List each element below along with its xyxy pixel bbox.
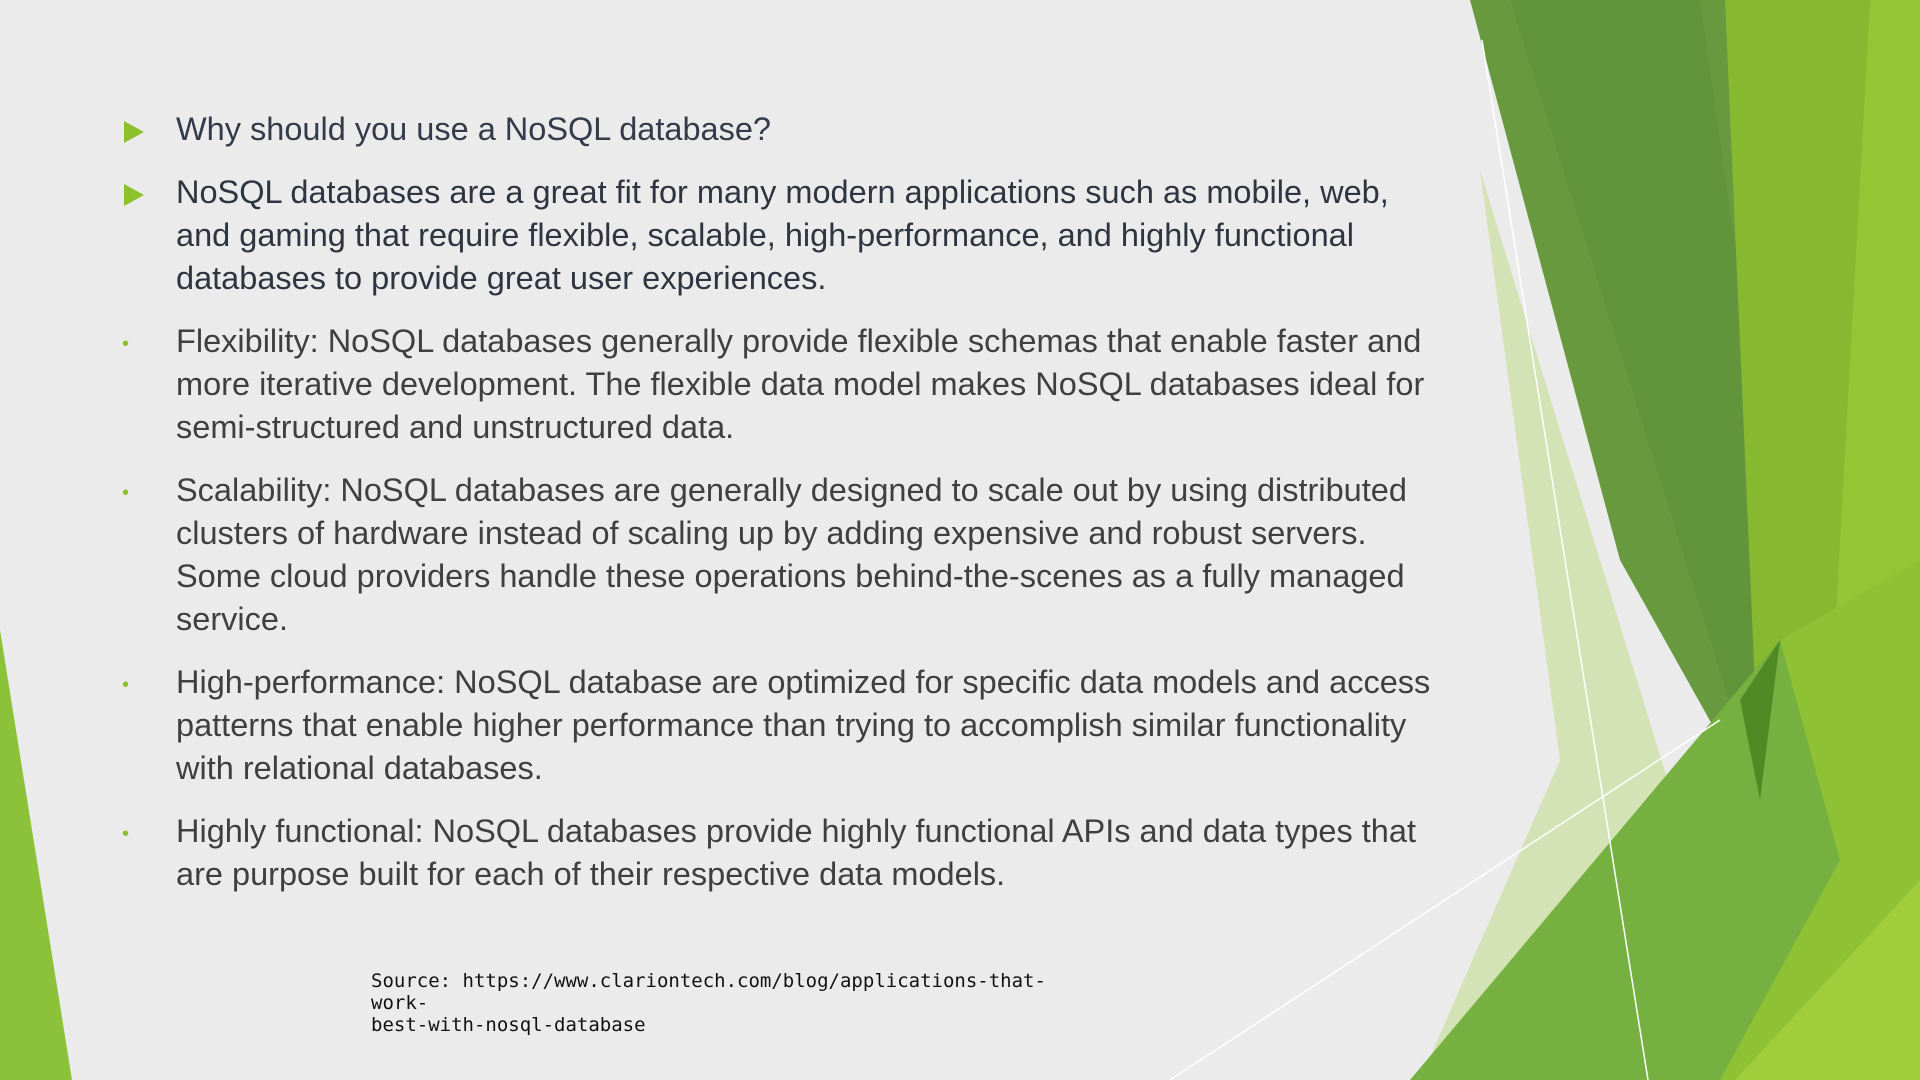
bullet-text: High-performance: NoSQL database are optimized for specific data models and access patterns that enable higher performance than trying to accomplish similar functionality with relational databases. xyxy=(176,664,1431,786)
bullet-text: NoSQL databases are a great fit for many modern applications such as mobile, web, and gaming that require flexible, scalable, high-performance, and highly functional databases to provide great user experiences. xyxy=(176,174,1389,296)
bullet-text: Flexibility: NoSQL databases generally provide flexible schemas that enable faster and more iterative development. The flexible data model makes NoSQL databases ideal for semi-structured and unstructured data. xyxy=(176,323,1425,445)
dot-bullet-icon: • xyxy=(122,674,130,696)
dot-bullet-icon: • xyxy=(122,482,130,504)
triangle-bullet-icon xyxy=(124,121,144,143)
bullet-item xyxy=(120,661,1450,790)
dot-bullet-icon: • xyxy=(122,823,130,845)
bullet-item xyxy=(120,320,1450,449)
left-green-sliver xyxy=(0,630,72,1080)
source-citation: Source: https://www.clariontech.com/blog/applications-that-work- best-with-nosql-database xyxy=(371,970,1046,1036)
bullet-list xyxy=(120,108,1450,916)
triangle-bullet-icon xyxy=(124,184,144,206)
bullet-text: Highly functional: NoSQL databases provide highly functional APIs and data types that are purpose built for each of their respective data models. xyxy=(176,813,1416,892)
dot-bullet-icon: • xyxy=(122,333,130,355)
bullet-item xyxy=(120,469,1450,641)
bullet-item xyxy=(120,108,1450,151)
bullet-text: Why should you use a NoSQL database? xyxy=(176,111,771,147)
bullet-item xyxy=(120,171,1450,300)
bullet-item xyxy=(120,810,1450,896)
bullet-text: Scalability: NoSQL databases are generally designed to scale out by using distributed clusters of hardware instead of scaling up by adding expensive and robust servers. Some cloud providers handle these operations behind-the-scenes as a fully managed service. xyxy=(176,472,1407,637)
